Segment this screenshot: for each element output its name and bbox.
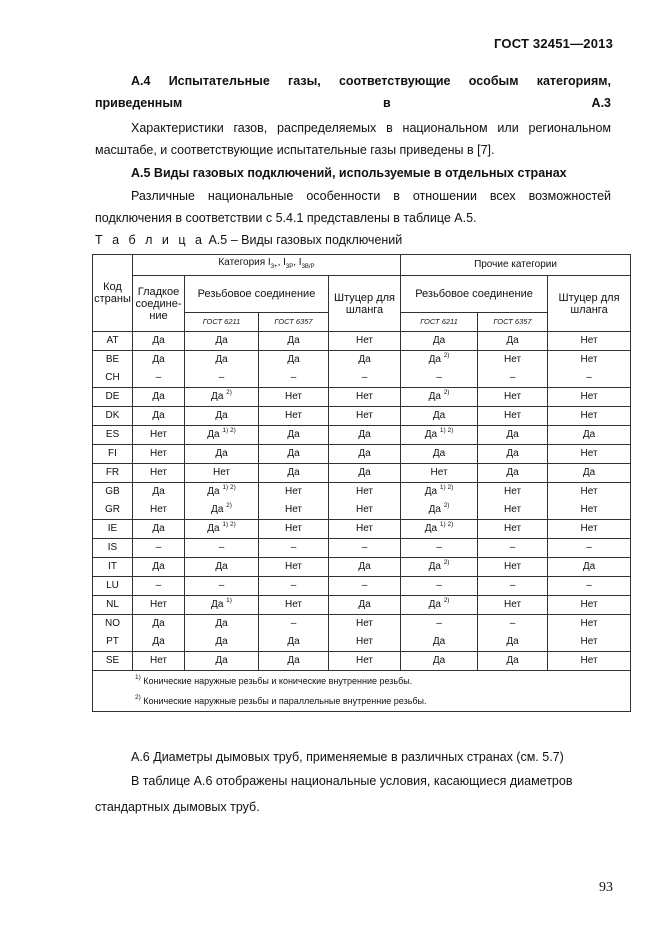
table-cell: Да <box>259 426 329 445</box>
table-cell: Да <box>133 332 185 351</box>
table-cell: Нет <box>548 351 631 370</box>
country-code-cell: CH <box>93 369 133 388</box>
header-hose-other: Штуцер для шланга <box>548 276 631 332</box>
table-cell: Да <box>185 558 259 577</box>
table-cell: Нет <box>478 596 548 615</box>
table-cell: – <box>133 369 185 388</box>
table-cell: – <box>329 369 401 388</box>
country-code-cell: LU <box>93 577 133 596</box>
table-cell: Да <box>185 652 259 671</box>
table-cell: – <box>401 577 478 596</box>
table-cell: Да <box>133 388 185 407</box>
country-code-cell: SE <box>93 652 133 671</box>
table-cell: Да <box>133 558 185 577</box>
table-cell: Да <box>401 633 478 652</box>
table-cell: Да <box>185 445 259 464</box>
table-cell: Да <box>478 633 548 652</box>
table-cell: Нет <box>548 652 631 671</box>
table-cell: Да $^{2)}$ <box>401 596 478 615</box>
table-cell: Да $^{2)}$ <box>185 388 259 407</box>
table-cell: – <box>329 577 401 596</box>
section-a6-text: В таблице А.6 отображены национальные условия, касающиеся диаметров стандартных дымовых труб. <box>95 774 573 814</box>
table-cell: Да <box>259 464 329 483</box>
gas-connections-table <box>92 254 631 712</box>
table-footnotes <box>93 671 631 712</box>
table-cell: Да $^{1) 2)}$ <box>185 426 259 445</box>
table-cell: – <box>548 577 631 596</box>
table-cell: Да <box>329 464 401 483</box>
table-cell: Нет <box>478 388 548 407</box>
table-cell: Нет <box>548 483 631 502</box>
table-cell: Да <box>185 615 259 634</box>
table-cell: Нет <box>259 520 329 539</box>
table-cell: Нет <box>548 332 631 351</box>
table-cell: Нет <box>329 633 401 652</box>
table-cell: Нет <box>259 483 329 502</box>
table-cell: Да <box>478 445 548 464</box>
footnote-1: $^{1)}$ Конические наружные резьбы и конические внутренние резьбы. <box>135 674 413 686</box>
table-cell: – <box>548 539 631 558</box>
table-cell: Да <box>548 426 631 445</box>
table-row <box>93 445 631 464</box>
table-cell: Да $^{2)}$ <box>401 501 478 520</box>
table-cell: Да <box>185 407 259 426</box>
table-cell: Да <box>401 652 478 671</box>
table-cell: – <box>478 369 548 388</box>
table-cell: Да <box>329 351 401 370</box>
table-cell: Да <box>185 351 259 370</box>
country-code-cell: AT <box>93 332 133 351</box>
table-cell: Да $^{1) 2)}$ <box>185 520 259 539</box>
table-cell: Нет <box>548 445 631 464</box>
table-cell: Да <box>259 633 329 652</box>
table-cell: Да <box>259 445 329 464</box>
table-cell: Да <box>401 407 478 426</box>
table-cell: – <box>548 369 631 388</box>
country-code-cell: DE <box>93 388 133 407</box>
table-cell: Нет <box>478 351 548 370</box>
table-cell: Нет <box>478 558 548 577</box>
header-category-group: Категория $I_{3+}$, $I_{3P}$, $I_{3B/P}$ <box>133 255 401 276</box>
country-code-cell: ES <box>93 426 133 445</box>
table-row <box>93 464 631 483</box>
country-code-cell: IS <box>93 539 133 558</box>
table-cell: Да <box>133 633 185 652</box>
table-cell: Да <box>329 445 401 464</box>
table-row <box>93 332 631 351</box>
table-row <box>93 426 631 445</box>
header-other-categories: Прочие категории <box>401 255 631 276</box>
table-cell: Нет <box>133 445 185 464</box>
table-cell: Да $^{2)}$ <box>185 501 259 520</box>
table-cell: Да $^{1)}$ <box>185 596 259 615</box>
table-cell: Нет <box>548 615 631 634</box>
table-cell: Да $^{2)}$ <box>401 388 478 407</box>
table-cell: Нет <box>133 501 185 520</box>
table-cell: Да <box>185 633 259 652</box>
table-cell: – <box>259 539 329 558</box>
table-caption <box>95 233 402 247</box>
header-std-6357: ГОСТ 6357 <box>259 313 329 332</box>
table-cell: Да <box>133 351 185 370</box>
table-cell: Да <box>548 464 631 483</box>
country-code-cell: FI <box>93 445 133 464</box>
table-row <box>93 539 631 558</box>
table-row <box>93 520 631 539</box>
table-cell: Да <box>259 332 329 351</box>
table-cell: Нет <box>329 652 401 671</box>
country-code-cell: NO <box>93 615 133 634</box>
table-cell: Да <box>478 464 548 483</box>
table-cell: Нет <box>133 652 185 671</box>
table-cell: Да <box>329 596 401 615</box>
table-cell: Нет <box>133 596 185 615</box>
table-cell: – <box>133 539 185 558</box>
table-cell: Да <box>478 332 548 351</box>
table-cell: Нет <box>259 596 329 615</box>
table-cell: Нет <box>478 520 548 539</box>
section-a4-text: Характеристики газов, распределяемых в национальном или региональном масштабе, и соответствующие испытательные газы приведены в [7]. <box>95 121 611 157</box>
table-cell: Нет <box>259 388 329 407</box>
table-cell: Да <box>478 652 548 671</box>
table-cell: Да <box>133 520 185 539</box>
table-cell: Нет <box>329 501 401 520</box>
table-cell: Нет <box>329 520 401 539</box>
section-a4-title: А.4 Испытательные газы, соответствующие особым категориям, приведенным в А.3 <box>95 74 611 110</box>
table-cell: Нет <box>478 483 548 502</box>
table-cell: Нет <box>133 426 185 445</box>
table-cell: Нет <box>259 501 329 520</box>
country-code-cell: NL <box>93 596 133 615</box>
table-cell: Нет <box>329 332 401 351</box>
footnote-row <box>93 671 631 712</box>
table-cell: Нет <box>329 407 401 426</box>
country-code-cell: GR <box>93 501 133 520</box>
header-hose: Штуцер для шланга <box>329 276 401 332</box>
table-cell: – <box>478 539 548 558</box>
table-cell: Да $^{1) 2)}$ <box>185 483 259 502</box>
document-code: ГОСТ 32451—2013 <box>494 36 613 51</box>
table-cell: Да <box>133 615 185 634</box>
table-cell: – <box>185 369 259 388</box>
page-number: 93 <box>599 880 613 895</box>
table-row <box>93 577 631 596</box>
table-cell: Да <box>185 332 259 351</box>
table-cell: Да <box>329 558 401 577</box>
table-cell: Да <box>548 558 631 577</box>
table-cell: Да $^{1) 2)}$ <box>401 520 478 539</box>
country-code-cell: PT <box>93 633 133 652</box>
table-cell: Нет <box>401 464 478 483</box>
table-cell: Нет <box>329 615 401 634</box>
table-row <box>93 407 631 426</box>
table-cell: Нет <box>478 501 548 520</box>
table-cell: – <box>133 577 185 596</box>
section-a5-text: Различные национальные особенности в отношении всех возможностей подключения в соответствии с 5.4.1 представлены в таблице А.5. <box>95 189 611 225</box>
table-row <box>93 351 631 370</box>
table-cell: Нет <box>548 596 631 615</box>
table-cell: Нет <box>185 464 259 483</box>
table-cell: Да $^{2)}$ <box>401 558 478 577</box>
table-cell: – <box>401 615 478 634</box>
header-std-6357-other: ГОСТ 6357 <box>478 313 548 332</box>
table-cell: Нет <box>259 407 329 426</box>
country-code-cell: FR <box>93 464 133 483</box>
table-cell: Да $^{2)}$ <box>401 351 478 370</box>
table-cell: Да <box>133 483 185 502</box>
table-cell: Нет <box>548 501 631 520</box>
table-cell: Нет <box>133 464 185 483</box>
header-country-code: Код страны <box>93 255 133 332</box>
table-row <box>93 558 631 577</box>
header-std-6211: ГОСТ 6211 <box>185 313 259 332</box>
table-cell: Да <box>401 445 478 464</box>
table-cell: – <box>185 577 259 596</box>
table-cell: – <box>478 615 548 634</box>
table-row <box>93 501 631 520</box>
table-cell: – <box>401 539 478 558</box>
header-smooth: Гладкое соедине-ние <box>133 276 185 332</box>
table-cell: – <box>259 577 329 596</box>
table-row <box>93 369 631 388</box>
table-cell: Да <box>259 652 329 671</box>
country-code-cell: DK <box>93 407 133 426</box>
table-cell: Нет <box>548 520 631 539</box>
table-cell: Да <box>329 426 401 445</box>
country-code-cell: BE <box>93 351 133 370</box>
country-code-cell: IT <box>93 558 133 577</box>
country-code-cell: IE <box>93 520 133 539</box>
table-row <box>93 652 631 671</box>
table-cell: Да <box>133 407 185 426</box>
table-cell: Нет <box>548 407 631 426</box>
table-cell: – <box>329 539 401 558</box>
table-cell: Нет <box>548 388 631 407</box>
table-cell: Да $^{1) 2)}$ <box>401 426 478 445</box>
country-code-cell: GB <box>93 483 133 502</box>
table-cell: Нет <box>548 633 631 652</box>
header-std-6211-other: ГОСТ 6211 <box>401 313 478 332</box>
table-cell: – <box>259 615 329 634</box>
table-caption-text: А.5 – Виды газовых подключений <box>208 233 403 247</box>
header-threaded: Резьбовое соединение <box>185 276 329 313</box>
header-threaded-other: Резьбовое соединение <box>401 276 548 313</box>
table-row <box>93 633 631 652</box>
table-cell: – <box>478 577 548 596</box>
table-cell: Да <box>401 332 478 351</box>
table-row <box>93 388 631 407</box>
table-cell: Нет <box>329 388 401 407</box>
table-cell: Да <box>478 426 548 445</box>
table-cell: Да <box>259 351 329 370</box>
table-cell: – <box>401 369 478 388</box>
table-cell: Нет <box>478 407 548 426</box>
table-row <box>93 615 631 634</box>
footnote-2: $^{2)}$ Конические наружные резьбы и параллельные внутренние резьбы. <box>135 694 427 706</box>
table-row <box>93 596 631 615</box>
section-a6-title: А.6 Диаметры дымовых труб, применяемые в различных странах (см. 5.7) <box>131 750 564 764</box>
table-row <box>93 483 631 502</box>
table-cell: Нет <box>329 483 401 502</box>
table-cell: Да $^{1) 2)}$ <box>401 483 478 502</box>
table-cell: – <box>185 539 259 558</box>
table-cell: – <box>259 369 329 388</box>
table-caption-prefix: Т а б л и ц а <box>95 233 205 247</box>
table-cell: Нет <box>259 558 329 577</box>
section-a5-title: А.5 Виды газовых подключений, используемые в отдельных странах <box>131 166 567 180</box>
